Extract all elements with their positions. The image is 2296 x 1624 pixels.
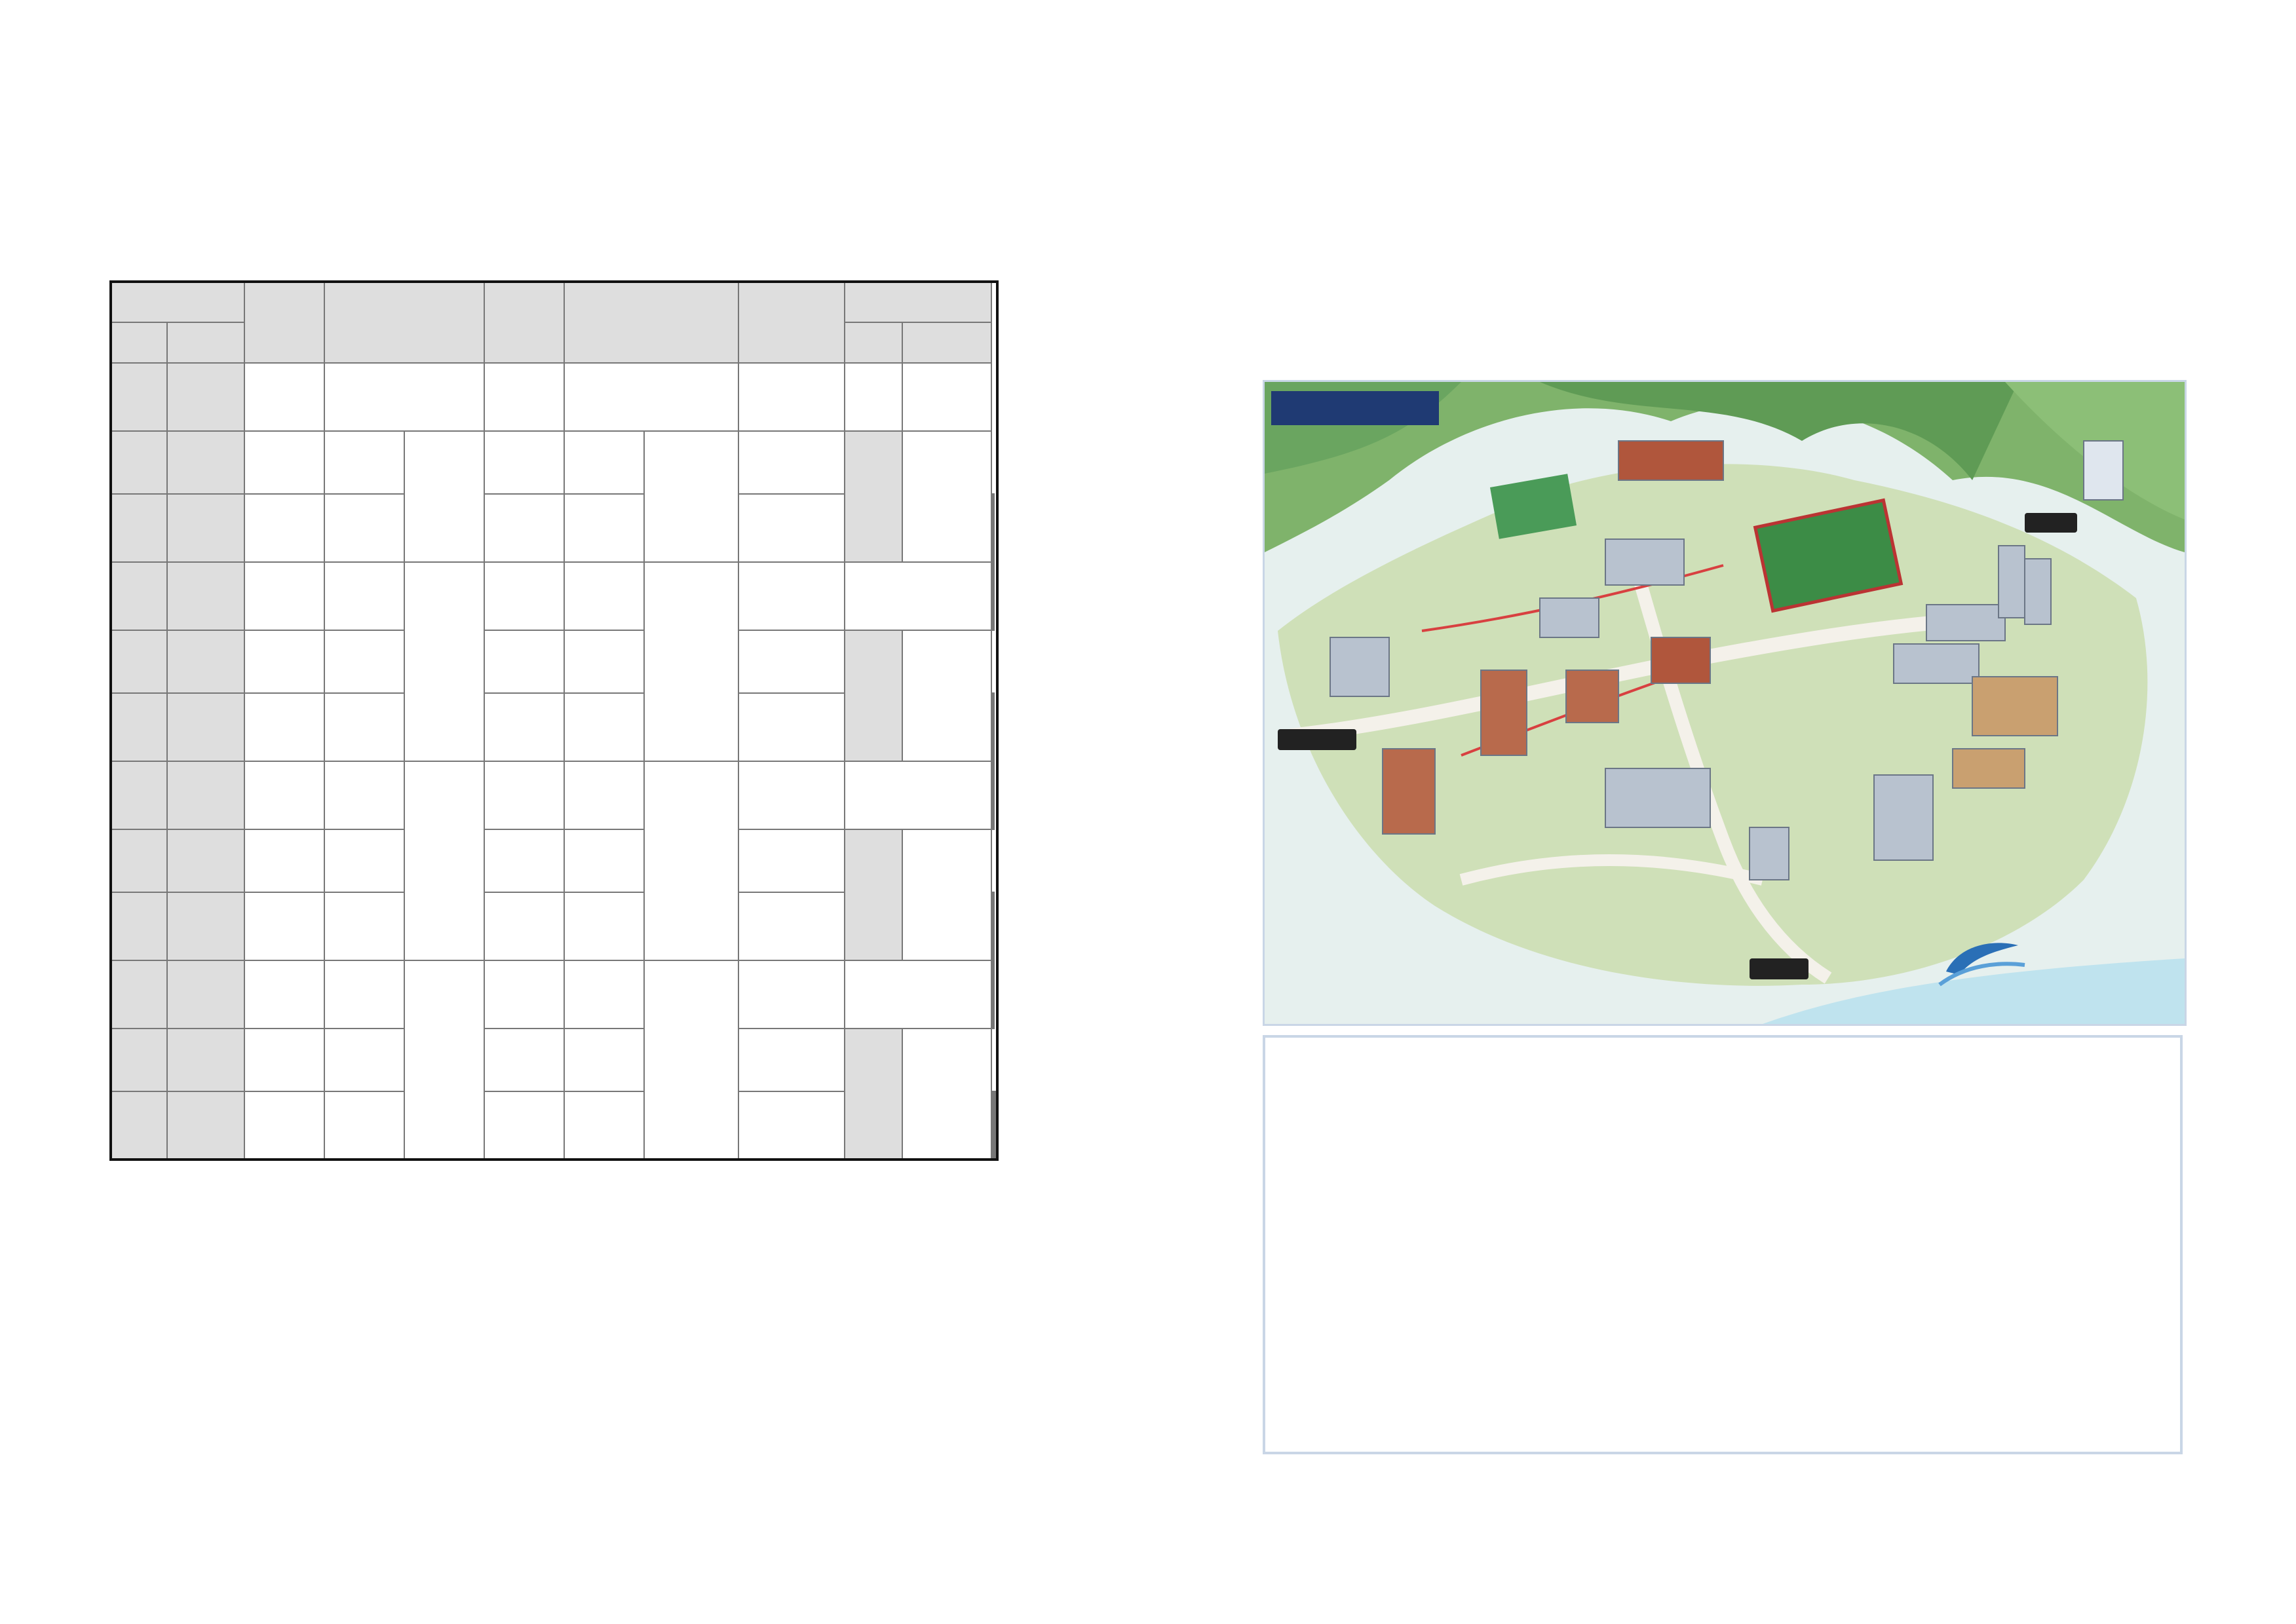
mon-cell: [244, 693, 324, 761]
fri-cell: [738, 693, 845, 761]
tue-50-cell: [324, 562, 404, 630]
mon-cell: [244, 562, 324, 630]
tue-50-cell: [324, 494, 404, 562]
wed-cell: [484, 960, 564, 1029]
block-time: [995, 1091, 997, 1160]
period-number: [111, 1029, 167, 1091]
period-time: [167, 761, 244, 829]
block-label: [845, 363, 902, 431]
fri-cell: [738, 960, 845, 1029]
wed-cell: [484, 829, 564, 892]
fri-cell: [738, 829, 845, 892]
fri-cell: [738, 1029, 845, 1091]
period-number: [111, 363, 167, 431]
block-time: [993, 892, 994, 1029]
thu-50-cell: [564, 630, 644, 693]
fri-cell: [738, 761, 845, 829]
thu-50-cell: [738, 1091, 845, 1160]
period-time: [167, 829, 244, 892]
block-label: [845, 1029, 902, 1160]
thu-50-cell: [564, 494, 644, 562]
wed-cell: [484, 630, 564, 693]
mon-cell: [244, 494, 324, 562]
mon-cell: [244, 960, 324, 1029]
thu-50-cell: [564, 892, 644, 960]
timetable-row: [111, 363, 997, 431]
block-time: [902, 431, 991, 562]
period-number: [111, 1091, 167, 1160]
wed-cell: [484, 1029, 564, 1091]
wed-cell: [484, 693, 564, 761]
thu-50-cell: [564, 693, 644, 761]
campus-map: [1263, 380, 2187, 1026]
fri-cell: [738, 562, 845, 630]
tue-75-cell: [404, 562, 484, 761]
wed-cell: [564, 1091, 644, 1160]
header-block: [845, 322, 902, 363]
period-time: [167, 562, 244, 630]
fri-cell: [738, 363, 845, 431]
wed-cell: [484, 761, 564, 829]
wed-cell: [484, 562, 564, 630]
period-time: [167, 1091, 244, 1160]
fri-cell: [738, 431, 845, 494]
wed-cell: [484, 363, 564, 431]
header-day-tue: [324, 282, 484, 363]
tue-50-cell: [324, 1029, 404, 1091]
tue-75-cell: [404, 761, 484, 960]
mon-cell: [244, 630, 324, 693]
tue-50-cell: [324, 829, 404, 892]
timetable-row: [111, 431, 997, 494]
period-time: [167, 1029, 244, 1091]
thu-75-cell: [644, 431, 738, 562]
wed-cell: [484, 494, 564, 562]
header-day-fri: [738, 282, 845, 363]
mon-cell: [244, 363, 324, 431]
timetable-row: [111, 1029, 997, 1091]
period-number: [111, 761, 167, 829]
timetable-row: [111, 630, 997, 693]
thu-50-cell: [564, 960, 644, 1029]
thu-50-cell: [564, 431, 644, 494]
block-label: [845, 630, 902, 761]
period-time: [167, 363, 244, 431]
campus-map-illustration: [1265, 382, 2185, 1024]
header-day-mon: [244, 282, 324, 363]
period-number: [111, 494, 167, 562]
period-number: [111, 960, 167, 1029]
tue-50-cell: [324, 960, 404, 1029]
timetable-row: [111, 829, 997, 892]
header-day-thu: [564, 282, 738, 363]
period-number: [111, 892, 167, 960]
wed-cell: [484, 892, 564, 960]
thu-50-cell: [564, 1029, 644, 1091]
period-number: [111, 693, 167, 761]
thu-50-cell: [564, 761, 644, 829]
block-time: [902, 630, 991, 761]
timetable-row: [111, 761, 997, 829]
fri-cell: [738, 630, 845, 693]
tue-50-cell: [324, 431, 404, 494]
block-time: [993, 494, 994, 630]
thu-75-cell: [644, 960, 738, 1160]
mon-cell: [244, 892, 324, 960]
tue-75-cell: [484, 1091, 564, 1160]
period-time: [167, 431, 244, 494]
period-time: [167, 960, 244, 1029]
block-time: [902, 829, 991, 960]
period-number: [111, 431, 167, 494]
period-time: [167, 630, 244, 693]
tue-cell: [324, 363, 484, 431]
block-time: [902, 363, 991, 431]
mon-cell: [244, 829, 324, 892]
period-time: [167, 494, 244, 562]
block-time: [993, 693, 994, 829]
timetable-row: [111, 282, 997, 322]
header-50min: [111, 282, 244, 322]
period-number: [111, 562, 167, 630]
mon-cell: [244, 1029, 324, 1091]
tue-75-cell: [404, 960, 484, 1160]
thu-50-cell: [564, 562, 644, 630]
period-time: [167, 693, 244, 761]
mon-cell: [244, 431, 324, 494]
tue-50-cell: [324, 892, 404, 960]
tue-50-cell: [324, 1091, 404, 1160]
tue-50-cell: [324, 630, 404, 693]
header-day-wed: [484, 282, 564, 363]
thu-50-cell: [564, 829, 644, 892]
campus-map-legend: [1263, 1035, 2183, 1454]
thu-75-cell: [644, 562, 738, 761]
period-number: [111, 630, 167, 693]
header-block-time: [902, 322, 991, 363]
wed-cell: [484, 431, 564, 494]
mon-cell: [244, 761, 324, 829]
fri-cell: [738, 494, 845, 562]
header-time: [167, 322, 244, 363]
period-number: [111, 829, 167, 892]
fri-cell: [738, 892, 845, 960]
thu-75-cell: [644, 761, 738, 960]
header-period: [111, 322, 167, 363]
timetable-row: [111, 562, 997, 630]
period-time: [167, 892, 244, 960]
tue-75-cell: [404, 431, 484, 562]
lecture-timetable: [109, 280, 999, 1161]
block-time: [902, 1029, 991, 1160]
block-label: [845, 431, 902, 562]
block-label: [845, 829, 902, 960]
tue-50-cell: [324, 693, 404, 761]
thu-cell: [564, 363, 738, 431]
header-75min: [845, 282, 991, 322]
tue-50-cell: [324, 761, 404, 829]
timetable-row: [111, 960, 997, 1029]
mon-cell: [244, 1091, 324, 1160]
